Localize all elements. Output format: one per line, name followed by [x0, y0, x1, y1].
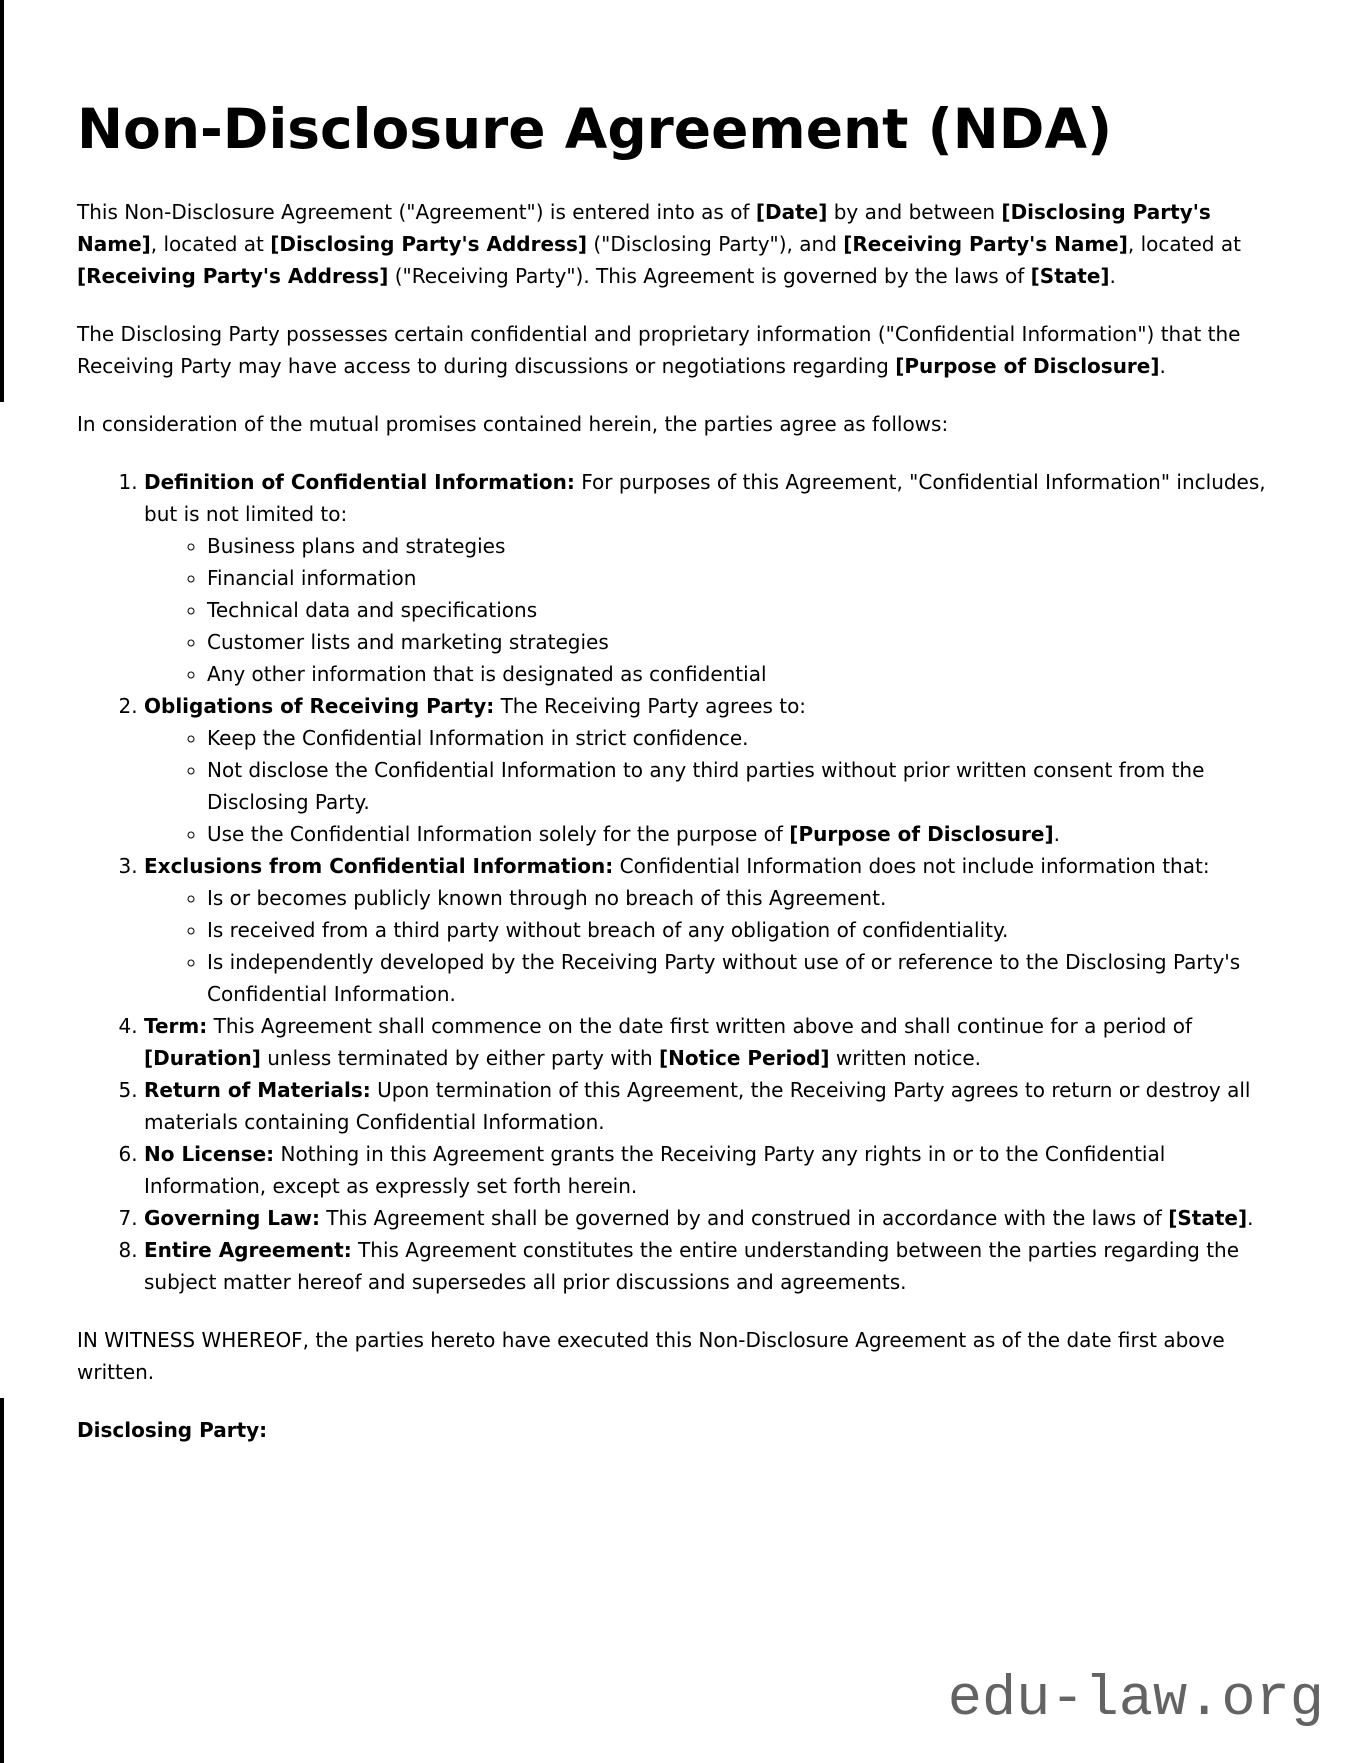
list-item: ◦ Keep the Confidential Information in strict confidence. — [207, 722, 1270, 754]
clause-definition — [144, 466, 1270, 690]
list-item: ◦ Use the Confidential Information solely for the purpose of [Purpose of Disclosure]. — [207, 818, 1270, 850]
intro-paragraph: This Non-Disclosure Agreement ("Agreement") is entered into as of [Date] by and between [Disclosing Party's Name], located at [Disclosing Party's Address] ("Disclosing Party"), and [Receiving Party's Name], located at [Receiving Party's Address] ("Receiving Party"). This Agreement is governed by the laws of [State]. — [77, 200, 1241, 288]
document-content — [77, 0, 1270, 1472]
clause-no-license — [144, 1138, 1270, 1202]
clause-text: Exclusions from Confidential Information: Confidential Information does not include information that: — [144, 854, 1210, 878]
list-item: ◦ Any other information that is designated as confidential — [207, 658, 1270, 690]
witness-paragraph: IN WITNESS WHEREOF, the parties hereto have executed this Non-Disclosure Agreement as of the date first above written. — [77, 1328, 1225, 1384]
document-title: Non-Disclosure Agreement (NDA) — [77, 97, 1113, 161]
confidential-information-paragraph: The Disclosing Party possesses certain confidential and proprietary information ("Confidential Information") that the Receiving Party may have access to during discussions or negotiations regarding [Purpose of Disclosure]. — [77, 322, 1241, 378]
left-edge-bar-top — [0, 0, 4, 402]
list-item: ◦ Business plans and strategies — [207, 530, 1270, 562]
disclosing-party-label: Disclosing Party: — [77, 1418, 268, 1442]
left-edge-bar-bottom — [0, 1398, 4, 1763]
list-item: ◦ Customer lists and marketing strategies — [207, 626, 1270, 658]
consideration-paragraph: In consideration of the mutual promises contained herein, the parties agree as follows: — [77, 412, 949, 436]
list-item: ◦ Technical data and specifications — [207, 594, 1270, 626]
list-item: ◦ Not disclose the Confidential Information to any third parties without prior written consent from the Disclosing Party. — [207, 754, 1270, 818]
list-item: ◦ Financial information — [207, 562, 1270, 594]
clause-text: Term: This Agreement shall commence on the date first written above and shall continue for a period of [Duration] unless terminated by either party with [Notice Period] written notice. — [144, 1014, 1193, 1070]
clause-text: Definition of Confidential Information: For purposes of this Agreement, "Confidential Information" includes, but is not limited to: — [144, 470, 1266, 526]
clause-text: Obligations of Receiving Party: The Receiving Party agrees to: — [144, 694, 807, 718]
clause-return-of-materials — [144, 1074, 1270, 1138]
list-item: ◦ Is received from a third party without breach of any obligation of confidentiality. — [207, 914, 1270, 946]
clause-text: Governing Law: This Agreement shall be governed by and construed in accordance with the laws of [State]. — [144, 1206, 1254, 1230]
obligations-bullets — [144, 722, 1270, 850]
clause-text: No License: Nothing in this Agreement grants the Receiving Party any rights in or to the Confidential Information, except as expressly set forth herein. — [144, 1142, 1166, 1198]
clause-text: Return of Materials: Upon termination of this Agreement, the Receiving Party agrees to return or destroy all materials containing Confidential Information. — [144, 1078, 1251, 1134]
clause-term — [144, 1010, 1270, 1074]
clause-exclusions — [144, 850, 1270, 1010]
exclusions-bullets — [144, 882, 1270, 1010]
definition-bullets — [144, 530, 1270, 690]
watermark: edu-law.org — [947, 1668, 1324, 1732]
list-item: ◦ Is independently developed by the Receiving Party without use of or reference to the Disclosing Party's Confidential Information. — [207, 946, 1270, 1010]
clauses-list — [77, 466, 1270, 1298]
clause-text: Entire Agreement: This Agreement constitutes the entire understanding between the parties regarding the subject matter hereof and supersedes all prior discussions and agreements. — [144, 1238, 1240, 1294]
clause-governing-law — [144, 1202, 1270, 1234]
clause-obligations — [144, 690, 1270, 850]
clause-entire-agreement — [144, 1234, 1270, 1298]
list-item: ◦ Is or becomes publicly known through no breach of this Agreement. — [207, 882, 1270, 914]
